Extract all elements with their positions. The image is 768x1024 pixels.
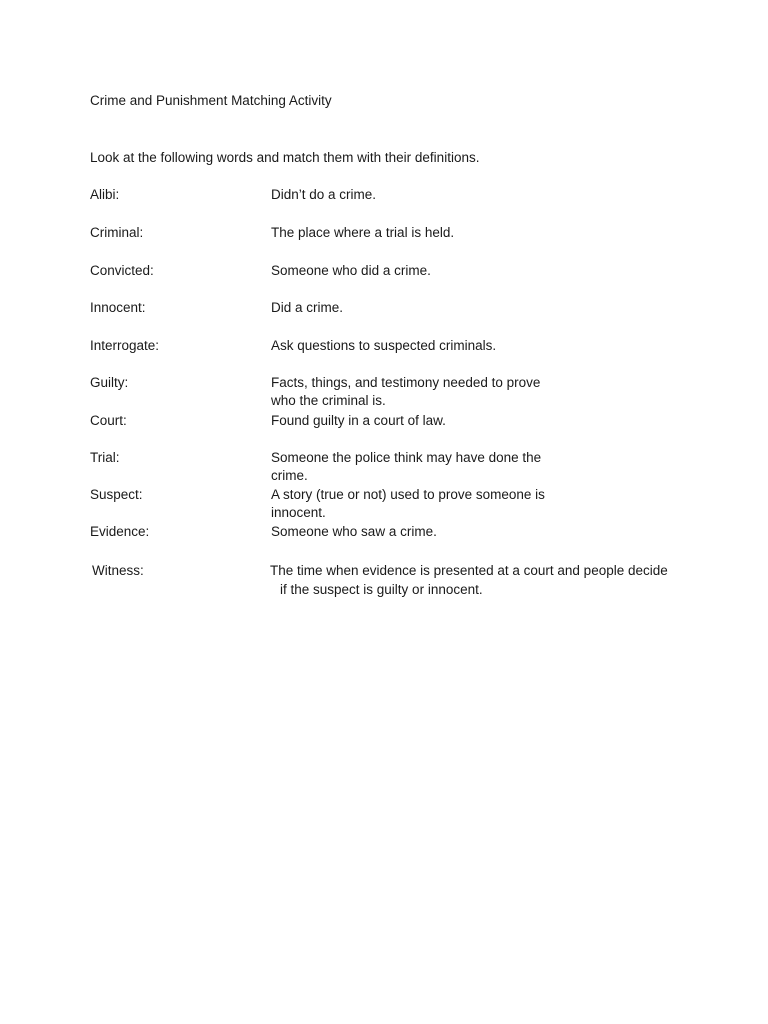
document-title: Crime and Punishment Matching Activity [90,93,332,108]
term-criminal: Criminal: [90,225,144,240]
definition-line: Ask questions to suspected criminals. [271,338,497,353]
definition-line: Didn’t do a crime. [271,187,377,202]
definition-line: innocent. [271,505,326,520]
term-alibi: Alibi: [90,187,120,202]
definition-line: Facts, things, and testimony needed to prove [271,375,541,390]
term-evidence: Evidence: [90,524,150,539]
instructions-text: Look at the following words and match them with their definitions. [90,150,480,165]
term-suspect: Suspect: [90,487,143,502]
term-court: Court: [90,413,127,428]
term-trial: Trial: [90,450,120,465]
definition-line: A story (true or not) used to prove someone is [271,487,545,502]
term-convicted: Convicted: [90,263,154,278]
definition-line: if the suspect is guilty or innocent. [280,582,483,597]
definition-line: who the criminal is. [271,393,386,408]
definition-line: Someone the police think may have done the [271,450,542,465]
definition-line: Someone who saw a crime. [271,524,437,539]
definition-line: Someone who did a crime. [271,263,431,278]
definition-line: The place where a trial is held. [271,225,455,240]
definition-line: Found guilty in a court of law. [271,413,446,428]
term-witness: Witness: [92,563,144,578]
definition-line: The time when evidence is presented at a court and people decide [270,563,668,578]
term-innocent: Innocent: [90,300,146,315]
definition-line: Did a crime. [271,300,344,315]
definition-line: crime. [271,468,308,483]
term-interrogate: Interrogate: [90,338,160,353]
term-guilty: Guilty: [90,375,129,390]
